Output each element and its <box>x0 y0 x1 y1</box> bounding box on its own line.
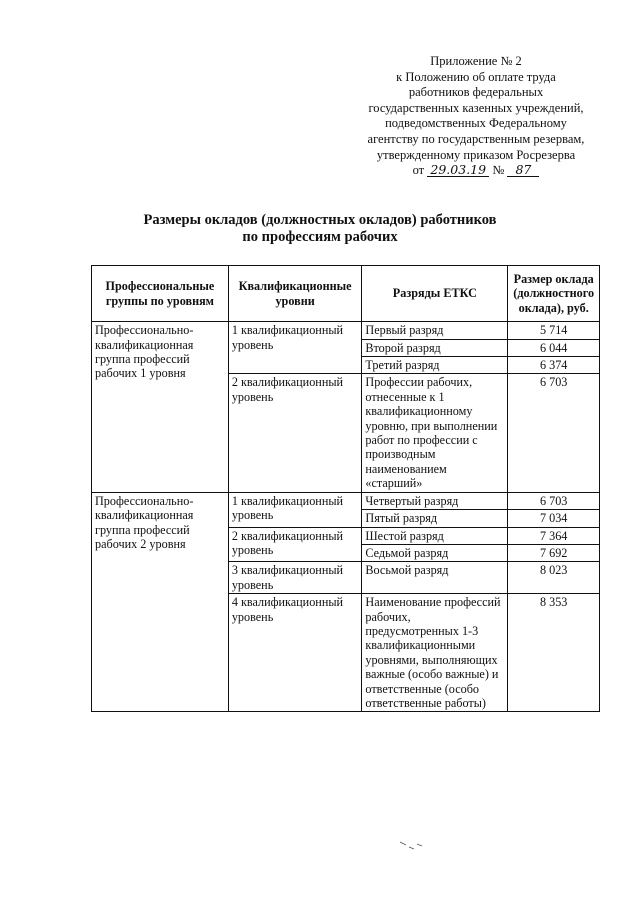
salary-cell: 6 703 <box>508 374 600 492</box>
table-row <box>92 322 600 339</box>
order-number-handwritten: 87 <box>507 163 539 177</box>
salary-cell: 8 023 <box>508 562 600 594</box>
appendix-line: государственных казенных учреждений, <box>368 100 584 115</box>
etks-cell: Профессии рабочих, отнесенные к 1 квалификационному уровню, при выполнении работ по профессии с производным наименованием «старший» <box>362 374 508 492</box>
level-cell: 2 квалификационный уровень <box>228 527 362 562</box>
title-line-2: по профессиям рабочих <box>242 229 398 245</box>
etks-cell: Восьмой разряд <box>362 562 508 594</box>
etks-cell: Третий разряд <box>362 357 508 374</box>
level-cell: 4 квалификационный уровень <box>228 594 362 712</box>
etks-cell: Шестой разряд <box>362 527 508 544</box>
etks-cell: Наименование профессий рабочих, предусмотренных 1-3 квалификационными уровнями, выполняющих важные (особо важные) и ответственные (особо ответственные работы) <box>362 594 508 712</box>
appendix-line: Приложение № 2 <box>430 54 522 68</box>
etks-cell: Четвертый разряд <box>362 492 508 509</box>
date-prefix: от <box>412 163 425 178</box>
table-row <box>92 492 600 509</box>
number-prefix: № <box>492 163 505 178</box>
appendix-line: работников федеральных <box>408 85 544 100</box>
appendix-line: агентству по государственным резервам, <box>367 131 585 146</box>
etks-cell: Первый разряд <box>362 322 508 339</box>
header-salary: Размер оклада (должностного оклада), руб. <box>508 266 600 322</box>
salary-cell: 7 692 <box>508 544 600 561</box>
salary-cell: 6 703 <box>508 492 600 509</box>
etks-cell: Седьмой разряд <box>362 544 508 561</box>
header-etks: Разряды ЕТКС <box>362 266 508 322</box>
order-date-handwritten: 29.03.19 <box>427 163 489 177</box>
order-date-line <box>350 163 602 179</box>
etks-cell: Пятый разряд <box>362 510 508 527</box>
header-group: Профессиональные группы по уровням <box>92 266 229 322</box>
salary-cell: 6 374 <box>508 357 600 374</box>
appendix-line: утвержденному приказом Росрезерва <box>376 147 576 162</box>
level-cell: 1 квалификационный уровень <box>228 322 362 374</box>
salary-cell: 8 353 <box>508 594 600 712</box>
level-cell: 3 квалификационный уровень <box>228 562 362 594</box>
salary-cell: 6 044 <box>508 339 600 356</box>
header-level: Квалификационные уровни <box>228 266 362 322</box>
appendix-line: подведомственных Федеральному <box>385 116 567 131</box>
salary-cell: 7 034 <box>508 510 600 527</box>
group-cell: Профессионально-квалификационная группа профессий рабочих 2 уровня <box>92 492 229 712</box>
document-title <box>90 212 550 246</box>
appendix-block <box>350 54 602 179</box>
level-cell: 1 квалификационный уровень <box>228 492 362 527</box>
salary-cell: 7 364 <box>508 527 600 544</box>
title-line-1: Размеры окладов (должностных окладов) работников <box>143 212 497 228</box>
level-cell: 2 квалификационный уровень <box>228 374 362 492</box>
salary-cell: 5 714 <box>508 322 600 339</box>
salary-table <box>91 265 600 712</box>
etks-cell: Второй разряд <box>362 339 508 356</box>
table-header-row <box>92 266 600 322</box>
scan-mark <box>398 838 428 852</box>
group-cell: Профессионально-квалификационная группа профессий рабочих 1 уровня <box>92 322 229 492</box>
appendix-line: к Положению об оплате труда <box>396 69 556 84</box>
